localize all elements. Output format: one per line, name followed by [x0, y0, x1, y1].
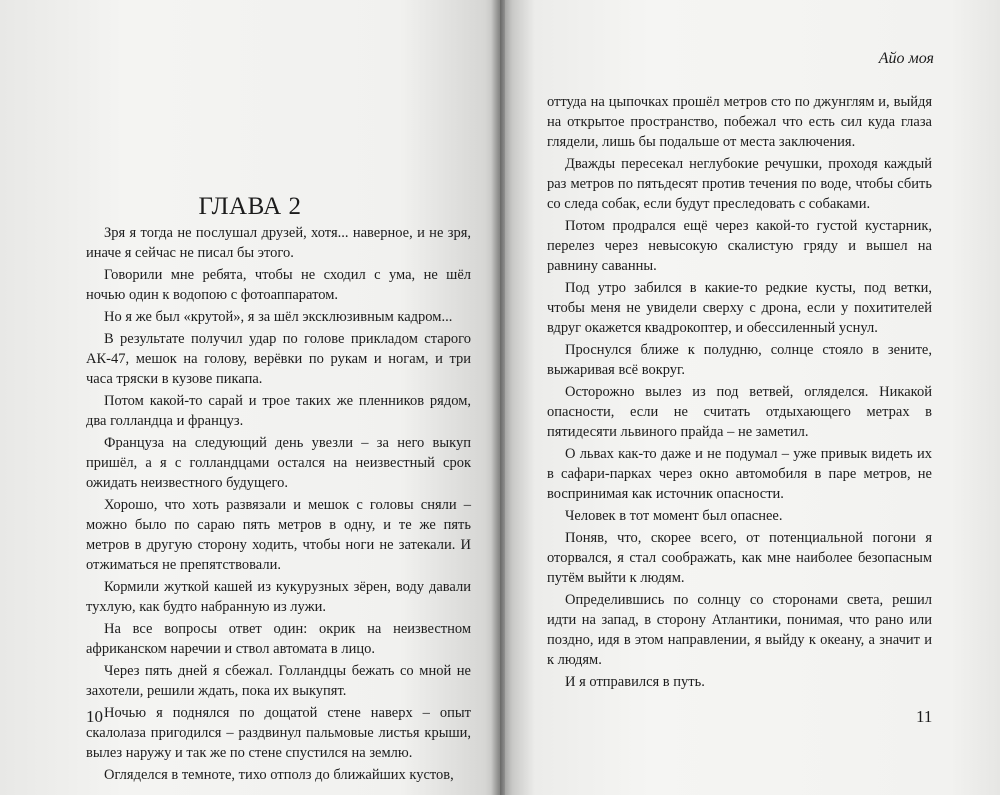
paragraph: В результате получил удар по голове прикладом старого АК-47, мешок на голову, верёвки по рукам и ногам, и три часа тряски в кузове пикапа. [86, 331, 471, 387]
book-spine-shadow [491, 0, 505, 795]
show-through-text [80, 54, 84, 70]
left-page-body [86, 223, 471, 787]
paragraph: Поняв, что, скорее всего, от потенциальной погони я оторвался, я стал соображать, как мне наиболее безопасным путём выйти к людям. [547, 530, 932, 586]
paragraph: Француза на следующий день увезли – за него выкуп пришёл, а я с голландцами остался на неизвестный срок ожидать неизвестного будущего. [86, 435, 471, 491]
page-number-left: 10 [86, 707, 103, 726]
paragraph: Определившись по солнцу со сторонами света, решил идти на запад, в сторону Атлантики, понимая, что рано или поздно, идя в этом направлении, я выйду к океану, а значит и к людям. [547, 592, 932, 668]
page-number-right: 11 [916, 707, 933, 726]
paragraph: Но я же был «крутой», я за шёл эксклюзивным кадром... [104, 309, 453, 325]
paragraph: Дважды пересекал неглубокие речушки, проходя каждый раз метров по пятьдесят против течения по воде, чтобы сбить со следа собак, если будут преследовать с собаками. [547, 156, 932, 212]
paragraph: Человек в тот момент был опаснее. [565, 508, 783, 524]
paragraph: Через пять дней я сбежал. Голландцы бежать со мной не захотели, решили ждать, пока их выкупят. [86, 663, 471, 699]
paragraph: И я отправился в путь. [565, 674, 705, 690]
paragraph: О львах как-то даже и не подумал – уже привык видеть их в сафари-парках через окно автомобиля в паре метров, не воспринимая как источник опасности. [547, 446, 932, 502]
paragraph: оттуда на цыпочках прошёл метров сто по джунглям и, выйдя на открытое пространство, побежал что есть сил куда глаза глядели, лишь бы подальше от места заключения. [547, 94, 932, 150]
paragraph: Кормили жуткой кашей из кукурузных зёрен, воду давали тухлую, как будто набранную из лужи. [86, 579, 471, 615]
right-page-body [547, 92, 932, 694]
paragraph: Зря я тогда не послушал друзей, хотя... наверное, и не зря, иначе я сейчас не писал бы этого. [86, 225, 471, 261]
paragraph: Под утро забился в какие-то редкие кусты, под ветки, чтобы меня не увидели сверху с дрона, если у похитителей вдруг окажется квадрокоптер, и обессиленный уснул. [547, 280, 932, 336]
paragraph: Говорили мне ребята, чтобы не сходил с ума, не шёл ночью один к водопою с фотоаппаратом. [86, 267, 471, 303]
paragraph: Огляделся в темноте, тихо отполз до ближайших кустов, [104, 767, 454, 783]
paragraph: Хорошо, что хоть развязали и мешок с головы сняли – можно было по сараю пять метров в одну, и те же пять метров в другую сторону ходить, чтобы ноги не затекали. И отжиматься не препятствовали. [86, 497, 471, 573]
running-head: Айо моя [878, 50, 934, 67]
paragraph: Потом продрался ещё через какой-то густой кустарник, перелез через невысокую скалистую гряду и вышел на равнину саванны. [547, 218, 932, 274]
paragraph: Потом какой-то сарай и трое таких же пленников рядом, два голландца и француз. [86, 393, 471, 429]
paragraph: Осторожно вылез из под ветвей, огляделся. Никакой опасности, если не считать отдыхающего метрах в пятидесяти львиного прайда – не заметил. [547, 384, 932, 440]
paragraph: На все вопросы ответ один: окрик на неизвестном африканском наречии и ствол автомата в лицо. [86, 621, 471, 657]
paragraph: Проснулся ближе к полудню, солнце стояло в зените, выжаривая всё вокруг. [547, 342, 932, 378]
paragraph: Ночью я поднялся по дощатой стене наверх – опыт скалолаза пригодился – раздвинул пальмовые листья крыши, вылез наружу и так же по стене спустился на землю. [86, 705, 471, 761]
chapter-title: ГЛАВА 2 [198, 192, 302, 220]
